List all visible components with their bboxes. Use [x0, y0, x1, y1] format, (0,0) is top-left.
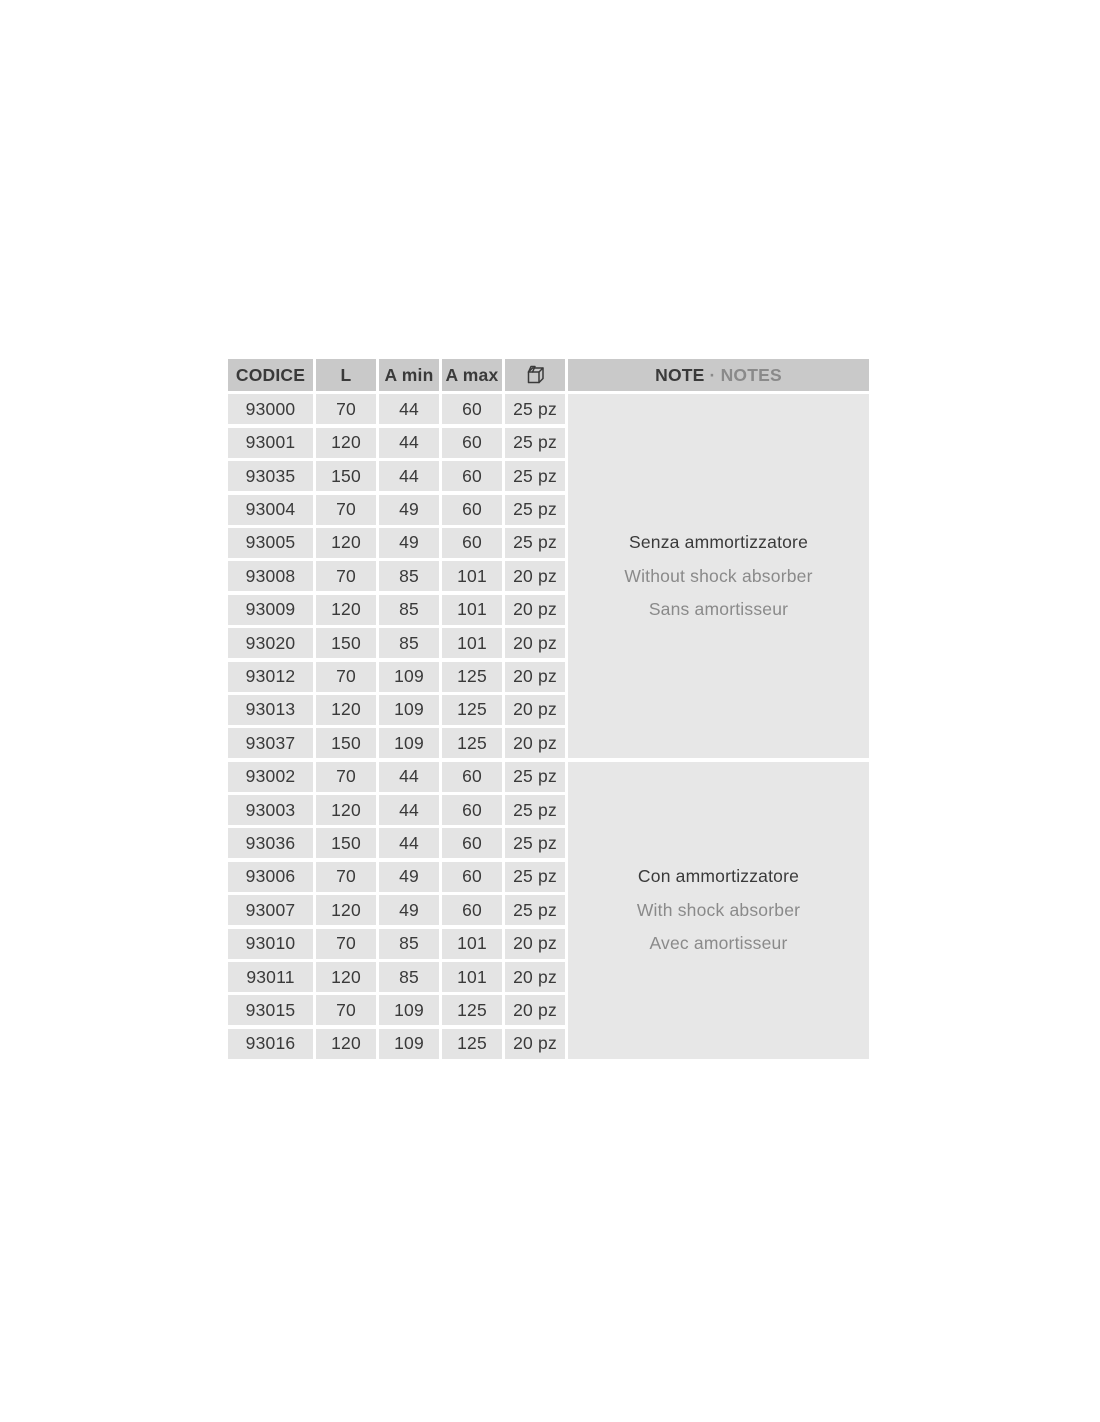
a-max-cell: 60 [442, 795, 502, 825]
a-min-cell: 109 [379, 728, 439, 758]
table-row [228, 628, 565, 658]
pack-cell: 20 pz [505, 728, 565, 758]
a-max-cell: 101 [442, 595, 502, 625]
l-cell: 150 [316, 828, 376, 858]
codice-cell: 93004 [228, 495, 313, 525]
pack-cell: 20 pz [505, 662, 565, 692]
a-min-cell: 44 [379, 762, 439, 792]
a-min-cell: 109 [379, 662, 439, 692]
a-min-cell: 49 [379, 495, 439, 525]
header-l: L [316, 359, 376, 391]
pack-cell: 25 pz [505, 795, 565, 825]
l-cell: 70 [316, 561, 376, 591]
pack-cell: 20 pz [505, 628, 565, 658]
a-max-cell: 60 [442, 394, 502, 424]
note-line: With shock absorber [636, 899, 801, 920]
codice-cell: 93015 [228, 995, 313, 1025]
codice-cell: 93020 [228, 628, 313, 658]
l-cell: 150 [316, 728, 376, 758]
pack-cell: 25 pz [505, 394, 565, 424]
codice-cell: 93003 [228, 795, 313, 825]
a-min-cell: 85 [379, 628, 439, 658]
codice-cell: 93036 [228, 828, 313, 858]
l-cell: 70 [316, 862, 376, 892]
pack-cell: 20 pz [505, 962, 565, 992]
table-row [228, 828, 565, 858]
l-cell: 120 [316, 428, 376, 458]
a-max-cell: 60 [442, 828, 502, 858]
spec-table [228, 359, 869, 1062]
l-cell: 120 [316, 528, 376, 558]
l-cell: 120 [316, 595, 376, 625]
table-group-with-absorber [228, 762, 869, 1059]
table-row [228, 995, 565, 1025]
table-row [228, 561, 565, 591]
a-max-cell: 60 [442, 862, 502, 892]
table-header-row [228, 359, 869, 391]
table-row [228, 394, 565, 424]
a-max-cell: 60 [442, 495, 502, 525]
a-max-cell: 125 [442, 995, 502, 1025]
pack-cell: 20 pz [505, 1029, 565, 1059]
a-max-cell: 125 [442, 662, 502, 692]
l-cell: 120 [316, 795, 376, 825]
pack-cell: 20 pz [505, 595, 565, 625]
table-group-without-absorber [228, 394, 869, 758]
table-row [228, 495, 565, 525]
table-row [228, 895, 565, 925]
table-row [228, 762, 565, 792]
a-max-cell: 101 [442, 561, 502, 591]
codice-cell: 93006 [228, 862, 313, 892]
note-line: Sans amortisseur [648, 599, 789, 620]
a-min-cell: 44 [379, 828, 439, 858]
codice-cell: 93007 [228, 895, 313, 925]
note-panel [568, 762, 869, 1059]
l-cell: 70 [316, 995, 376, 1025]
rows-container [228, 762, 565, 1059]
header-notes-label: NOTES [720, 364, 782, 385]
header-codice: CODICE [228, 359, 313, 391]
header-a-min: A min [379, 359, 439, 391]
a-max-cell: 125 [442, 695, 502, 725]
header-note [568, 359, 869, 391]
table-row [228, 428, 565, 458]
a-max-cell: 60 [442, 895, 502, 925]
a-max-cell: 125 [442, 728, 502, 758]
l-cell: 70 [316, 394, 376, 424]
a-min-cell: 85 [379, 962, 439, 992]
table-row [228, 528, 565, 558]
table-row [228, 695, 565, 725]
codice-cell: 93005 [228, 528, 313, 558]
codice-cell: 93011 [228, 962, 313, 992]
a-min-cell: 49 [379, 528, 439, 558]
table-row [228, 662, 565, 692]
package-icon [522, 362, 548, 388]
codice-cell: 93010 [228, 929, 313, 959]
l-cell: 150 [316, 628, 376, 658]
codice-cell: 93037 [228, 728, 313, 758]
codice-cell: 93000 [228, 394, 313, 424]
l-cell: 120 [316, 895, 376, 925]
l-cell: 120 [316, 695, 376, 725]
a-max-cell: 60 [442, 762, 502, 792]
a-min-cell: 44 [379, 428, 439, 458]
header-note-separator: · [709, 364, 716, 385]
a-min-cell: 44 [379, 461, 439, 491]
note-line: Con ammortizzatore [637, 866, 800, 887]
note-line: Senza ammortizzatore [628, 532, 809, 553]
header-a-max: A max [442, 359, 502, 391]
table-row [228, 795, 565, 825]
a-max-cell: 101 [442, 628, 502, 658]
codice-cell: 93012 [228, 662, 313, 692]
a-max-cell: 60 [442, 528, 502, 558]
a-min-cell: 109 [379, 695, 439, 725]
pack-cell: 25 pz [505, 895, 565, 925]
a-max-cell: 60 [442, 428, 502, 458]
pack-cell: 25 pz [505, 762, 565, 792]
pack-cell: 20 pz [505, 995, 565, 1025]
header-note-label: NOTE [655, 364, 705, 385]
table-row [228, 595, 565, 625]
a-max-cell: 60 [442, 461, 502, 491]
pack-cell: 25 pz [505, 428, 565, 458]
l-cell: 150 [316, 461, 376, 491]
header-package [505, 359, 565, 391]
pack-cell: 25 pz [505, 528, 565, 558]
l-cell: 70 [316, 762, 376, 792]
a-min-cell: 44 [379, 394, 439, 424]
l-cell: 70 [316, 495, 376, 525]
a-min-cell: 85 [379, 595, 439, 625]
note-line: Without shock absorber [624, 565, 813, 586]
a-min-cell: 85 [379, 561, 439, 591]
pack-cell: 20 pz [505, 929, 565, 959]
a-min-cell: 109 [379, 1029, 439, 1059]
l-cell: 70 [316, 929, 376, 959]
a-max-cell: 101 [442, 929, 502, 959]
table-row [228, 728, 565, 758]
a-max-cell: 101 [442, 962, 502, 992]
pack-cell: 25 pz [505, 828, 565, 858]
a-min-cell: 109 [379, 995, 439, 1025]
table-row [228, 929, 565, 959]
pack-cell: 25 pz [505, 862, 565, 892]
codice-cell: 93009 [228, 595, 313, 625]
table-row [228, 461, 565, 491]
note-line: Avec amortisseur [649, 933, 788, 954]
codice-cell: 93035 [228, 461, 313, 491]
a-min-cell: 49 [379, 895, 439, 925]
a-max-cell: 125 [442, 1029, 502, 1059]
pack-cell: 25 pz [505, 495, 565, 525]
l-cell: 70 [316, 662, 376, 692]
table-row [228, 862, 565, 892]
a-min-cell: 49 [379, 862, 439, 892]
table-row [228, 962, 565, 992]
l-cell: 120 [316, 962, 376, 992]
codice-cell: 93001 [228, 428, 313, 458]
codice-cell: 93008 [228, 561, 313, 591]
codice-cell: 93013 [228, 695, 313, 725]
rows-container [228, 394, 565, 758]
a-min-cell: 44 [379, 795, 439, 825]
codice-cell: 93016 [228, 1029, 313, 1059]
note-panel [568, 394, 869, 758]
l-cell: 120 [316, 1029, 376, 1059]
pack-cell: 20 pz [505, 695, 565, 725]
codice-cell: 93002 [228, 762, 313, 792]
pack-cell: 25 pz [505, 461, 565, 491]
pack-cell: 20 pz [505, 561, 565, 591]
table-row [228, 1029, 565, 1059]
a-min-cell: 85 [379, 929, 439, 959]
